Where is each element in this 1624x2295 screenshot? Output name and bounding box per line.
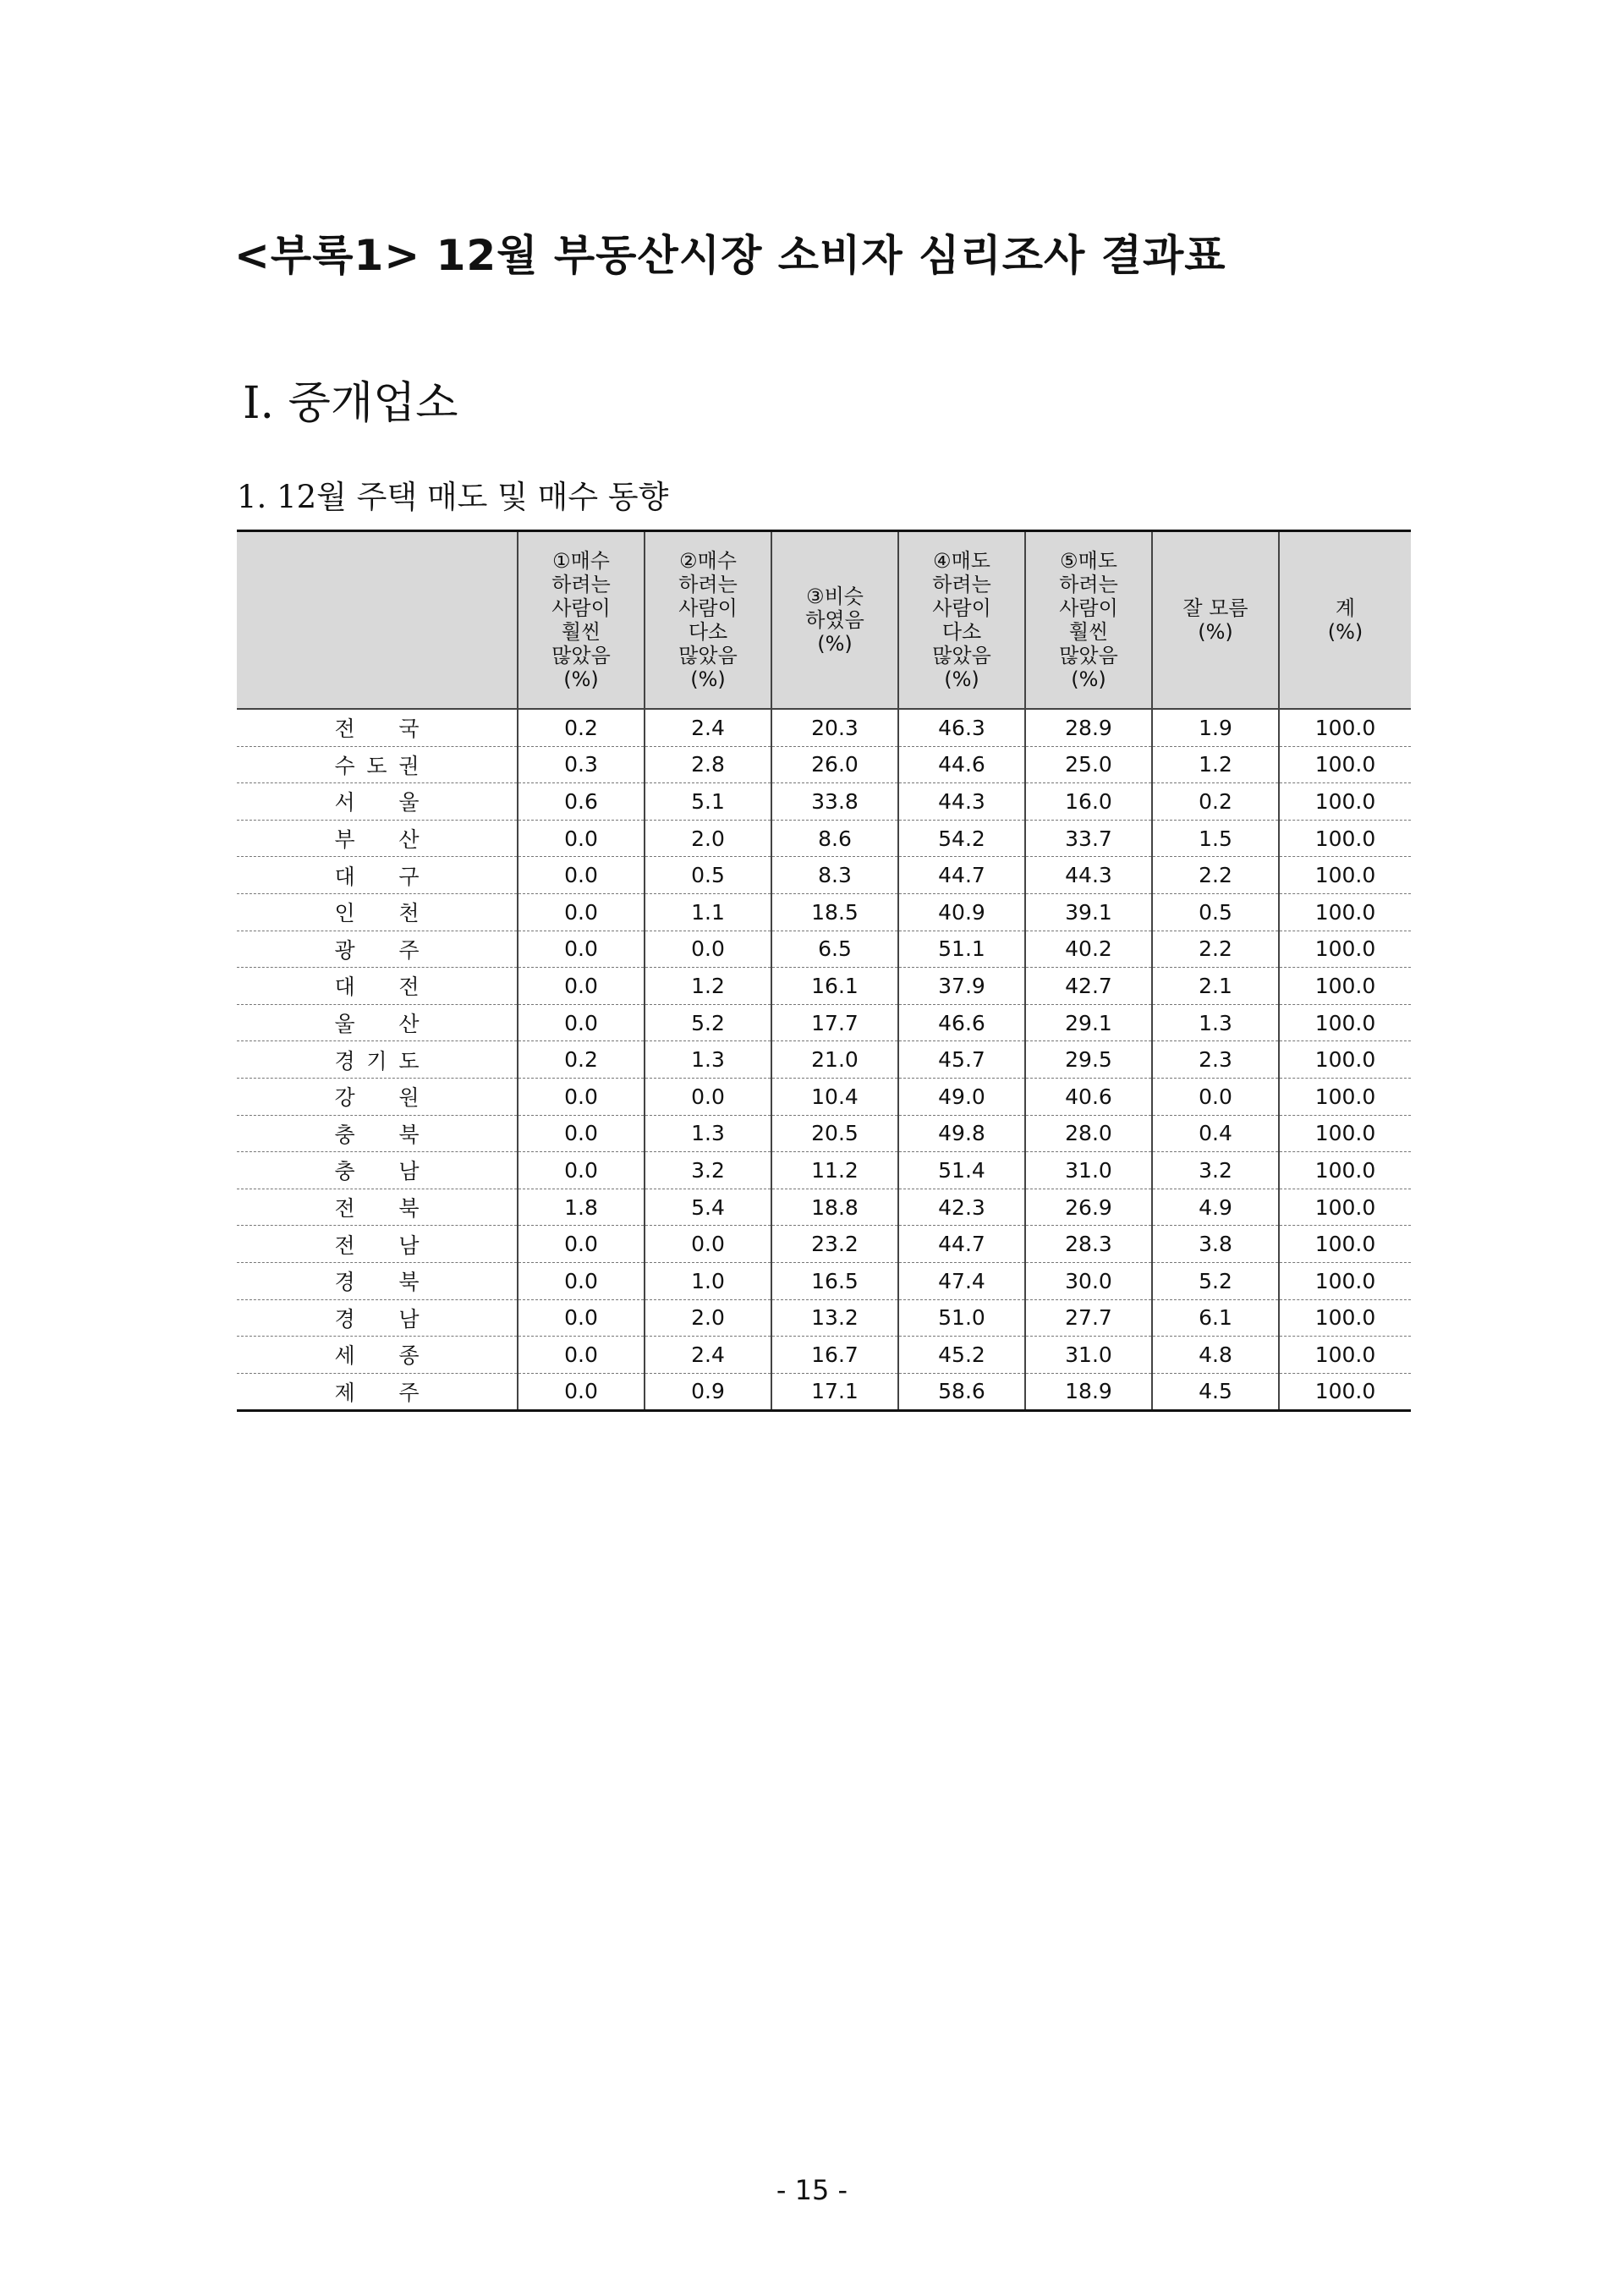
value-cell-total: 100.0 — [1279, 820, 1411, 857]
value-cell-buyers-much-more: 0.0 — [518, 968, 645, 1005]
value-cell-total: 100.0 — [1279, 1078, 1411, 1115]
value-cell-sellers-somewhat-more: 45.7 — [898, 1041, 1025, 1079]
value-cell-unknown: 1.5 — [1152, 820, 1279, 857]
table-row — [237, 1337, 1411, 1374]
value-cell-sellers-somewhat-more: 45.2 — [898, 1337, 1025, 1374]
section-heading: Ⅰ. 중개업소 — [243, 378, 458, 429]
value-cell-total: 100.0 — [1279, 1299, 1411, 1337]
region-name — [335, 1007, 420, 1038]
value-cell-buyers-somewhat-more: 1.0 — [645, 1262, 771, 1299]
value-cell-total: 100.0 — [1279, 1189, 1411, 1226]
region-name — [335, 712, 420, 743]
value-cell-sellers-somewhat-more: 54.2 — [898, 820, 1025, 857]
region-cell — [237, 1004, 518, 1041]
table-row — [237, 893, 1411, 931]
header-total: 계 (%) — [1279, 531, 1411, 710]
table-row — [237, 1115, 1411, 1152]
region-char: 세 — [334, 1343, 355, 1369]
value-cell-total: 100.0 — [1279, 783, 1411, 821]
value-cell-sellers-somewhat-more: 47.4 — [898, 1262, 1025, 1299]
value-cell-sellers-somewhat-more: 46.3 — [898, 709, 1025, 746]
value-cell-buyers-somewhat-more: 2.4 — [645, 709, 771, 746]
value-cell-buyers-somewhat-more: 1.3 — [645, 1115, 771, 1152]
region-char: 남 — [398, 1159, 420, 1184]
region-char: 북 — [398, 1270, 420, 1295]
value-cell-sellers-much-more: 25.0 — [1025, 746, 1152, 783]
region-char: 북 — [398, 1122, 420, 1147]
region-char: 서 — [334, 790, 355, 815]
value-cell-buyers-much-more: 0.0 — [518, 1078, 645, 1115]
value-cell-buyers-much-more: 0.0 — [518, 857, 645, 894]
region-char: 산 — [398, 827, 420, 853]
value-cell-sellers-much-more: 27.7 — [1025, 1299, 1152, 1337]
table-row — [237, 820, 1411, 857]
region-char: 주 — [398, 1380, 420, 1405]
value-cell-buyers-much-more: 0.2 — [518, 1041, 645, 1079]
value-cell-unknown: 4.9 — [1152, 1189, 1279, 1226]
table-row — [237, 1078, 1411, 1115]
region-char: 전 — [398, 975, 420, 1000]
value-cell-similar: 17.1 — [771, 1373, 898, 1411]
region-cell — [237, 1189, 518, 1226]
value-cell-sellers-somewhat-more: 51.4 — [898, 1152, 1025, 1189]
value-cell-total: 100.0 — [1279, 1373, 1411, 1411]
value-cell-buyers-somewhat-more: 2.0 — [645, 1299, 771, 1337]
value-cell-similar: 21.0 — [771, 1041, 898, 1079]
value-cell-unknown: 6.1 — [1152, 1299, 1279, 1337]
value-cell-similar: 8.3 — [771, 857, 898, 894]
value-cell-total: 100.0 — [1279, 1004, 1411, 1041]
region-char: 인 — [334, 901, 355, 926]
value-cell-similar: 20.5 — [771, 1115, 898, 1152]
value-cell-sellers-much-more: 28.9 — [1025, 709, 1152, 746]
value-cell-unknown: 2.1 — [1152, 968, 1279, 1005]
value-cell-buyers-somewhat-more: 0.0 — [645, 1078, 771, 1115]
value-cell-buyers-somewhat-more: 1.1 — [645, 893, 771, 931]
value-cell-buyers-somewhat-more: 2.8 — [645, 746, 771, 783]
value-cell-similar: 8.6 — [771, 820, 898, 857]
region-char: 경 — [334, 1306, 355, 1331]
region-name — [335, 1266, 420, 1296]
value-cell-total: 100.0 — [1279, 1226, 1411, 1263]
region-char: 구 — [398, 864, 420, 889]
value-cell-total: 100.0 — [1279, 1152, 1411, 1189]
table-row — [237, 857, 1411, 894]
region-char: 남 — [398, 1233, 420, 1258]
value-cell-unknown: 2.2 — [1152, 931, 1279, 968]
value-cell-sellers-much-more: 31.0 — [1025, 1337, 1152, 1374]
value-cell-sellers-much-more: 28.0 — [1025, 1115, 1152, 1152]
region-char: 강 — [334, 1085, 355, 1111]
value-cell-similar: 16.5 — [771, 1262, 898, 1299]
region-cell — [237, 857, 518, 894]
region-char: 광 — [334, 937, 355, 963]
header-row — [237, 531, 1411, 710]
value-cell-buyers-much-more: 0.6 — [518, 783, 645, 821]
value-cell-sellers-somewhat-more: 44.7 — [898, 1226, 1025, 1263]
value-cell-similar: 16.7 — [771, 1337, 898, 1374]
table-body — [237, 709, 1411, 1411]
document-title: <부록1> 12월 부동산시장 소비자 심리조사 결과표 — [234, 231, 1226, 280]
value-cell-sellers-somewhat-more: 37.9 — [898, 968, 1025, 1005]
region-char: 경 — [334, 1048, 355, 1073]
value-cell-buyers-much-more: 0.0 — [518, 893, 645, 931]
value-cell-unknown: 1.2 — [1152, 746, 1279, 783]
value-cell-similar: 10.4 — [771, 1078, 898, 1115]
region-name — [335, 1339, 420, 1370]
value-cell-sellers-somewhat-more: 40.9 — [898, 893, 1025, 931]
value-cell-buyers-much-more: 0.0 — [518, 1337, 645, 1374]
value-cell-sellers-somewhat-more: 44.6 — [898, 746, 1025, 783]
region-cell — [237, 1262, 518, 1299]
region-char: 천 — [398, 901, 420, 926]
value-cell-sellers-much-more: 18.9 — [1025, 1373, 1152, 1411]
region-name — [335, 1376, 420, 1407]
table-row — [237, 931, 1411, 968]
value-cell-sellers-somewhat-more: 49.8 — [898, 1115, 1025, 1152]
value-cell-unknown: 5.2 — [1152, 1262, 1279, 1299]
value-cell-unknown: 4.5 — [1152, 1373, 1279, 1411]
region-char: 대 — [334, 975, 355, 1000]
table-row — [237, 709, 1411, 746]
value-cell-unknown: 2.3 — [1152, 1041, 1279, 1079]
region-cell — [237, 1041, 518, 1079]
region-char: 국 — [398, 717, 420, 742]
value-cell-similar: 13.2 — [771, 1299, 898, 1337]
value-cell-buyers-much-more: 0.0 — [518, 1226, 645, 1263]
value-cell-sellers-much-more: 29.5 — [1025, 1041, 1152, 1079]
region-char: 전 — [334, 1233, 355, 1258]
region-char: 주 — [398, 937, 420, 963]
value-cell-sellers-much-more: 26.9 — [1025, 1189, 1152, 1226]
region-name — [335, 1081, 420, 1112]
region-cell — [237, 1299, 518, 1337]
region-name — [335, 1118, 420, 1149]
table-row — [237, 1262, 1411, 1299]
region-cell — [237, 1373, 518, 1411]
value-cell-buyers-much-more: 0.0 — [518, 1004, 645, 1041]
table-header — [237, 531, 1411, 710]
table-row — [237, 783, 1411, 821]
value-cell-sellers-somewhat-more: 46.6 — [898, 1004, 1025, 1041]
header-buyers-somewhat-more: ②매수 하려는 사람이 다소 많았음 (%) — [645, 531, 771, 710]
value-cell-total: 100.0 — [1279, 746, 1411, 783]
value-cell-sellers-much-more: 31.0 — [1025, 1152, 1152, 1189]
value-cell-buyers-somewhat-more: 5.1 — [645, 783, 771, 821]
table-row — [237, 1299, 1411, 1337]
region-char: 권 — [398, 753, 420, 778]
region-char: 기 — [366, 1048, 387, 1073]
value-cell-unknown: 3.8 — [1152, 1226, 1279, 1263]
value-cell-sellers-somewhat-more: 49.0 — [898, 1078, 1025, 1115]
value-cell-buyers-somewhat-more: 0.5 — [645, 857, 771, 894]
table-row — [237, 1189, 1411, 1226]
value-cell-buyers-somewhat-more: 2.4 — [645, 1337, 771, 1374]
value-cell-sellers-much-more: 44.3 — [1025, 857, 1152, 894]
region-char: 대 — [334, 864, 355, 889]
table-row — [237, 1041, 1411, 1079]
value-cell-similar: 20.3 — [771, 709, 898, 746]
value-cell-unknown: 0.2 — [1152, 783, 1279, 821]
value-cell-sellers-much-more: 16.0 — [1025, 783, 1152, 821]
region-cell — [237, 820, 518, 857]
value-cell-unknown: 1.3 — [1152, 1004, 1279, 1041]
region-char: 제 — [334, 1380, 355, 1405]
region-char: 산 — [398, 1012, 420, 1037]
value-cell-total: 100.0 — [1279, 931, 1411, 968]
region-name — [335, 1229, 420, 1260]
region-char: 북 — [398, 1196, 420, 1222]
value-cell-buyers-much-more: 0.3 — [518, 746, 645, 783]
value-cell-sellers-somewhat-more: 51.1 — [898, 931, 1025, 968]
value-cell-similar: 18.5 — [771, 893, 898, 931]
value-cell-buyers-somewhat-more: 3.2 — [645, 1152, 771, 1189]
value-cell-unknown: 0.5 — [1152, 893, 1279, 931]
region-name — [335, 934, 420, 964]
region-cell — [237, 1152, 518, 1189]
region-name — [335, 823, 420, 854]
region-cell — [237, 1115, 518, 1152]
value-cell-buyers-somewhat-more: 2.0 — [645, 820, 771, 857]
region-cell — [237, 783, 518, 821]
region-cell — [237, 1226, 518, 1263]
value-cell-total: 100.0 — [1279, 893, 1411, 931]
value-cell-buyers-much-more: 0.0 — [518, 1152, 645, 1189]
value-cell-sellers-much-more: 28.3 — [1025, 1226, 1152, 1263]
table-row — [237, 1152, 1411, 1189]
header-buyers-much-more: ①매수 하려는 사람이 훨씬 많았음 (%) — [518, 531, 645, 710]
value-cell-unknown: 3.2 — [1152, 1152, 1279, 1189]
table-row — [237, 1226, 1411, 1263]
value-cell-sellers-much-more: 42.7 — [1025, 968, 1152, 1005]
region-char: 원 — [398, 1085, 420, 1111]
value-cell-sellers-much-more: 40.2 — [1025, 931, 1152, 968]
region-char: 도 — [398, 1048, 420, 1073]
value-cell-similar: 18.8 — [771, 1189, 898, 1226]
value-cell-buyers-much-more: 0.0 — [518, 1299, 645, 1337]
value-cell-total: 100.0 — [1279, 968, 1411, 1005]
value-cell-unknown: 0.0 — [1152, 1078, 1279, 1115]
value-cell-sellers-somewhat-more: 58.6 — [898, 1373, 1025, 1411]
table-row — [237, 968, 1411, 1005]
value-cell-total: 100.0 — [1279, 709, 1411, 746]
value-cell-buyers-much-more: 0.0 — [518, 1373, 645, 1411]
region-cell — [237, 1337, 518, 1374]
value-cell-unknown: 0.4 — [1152, 1115, 1279, 1152]
subsection-heading: 1. 12월 주택 매도 및 매수 동향 — [237, 479, 669, 515]
region-char: 전 — [334, 717, 355, 742]
header-region — [237, 531, 518, 710]
value-cell-buyers-somewhat-more: 5.2 — [645, 1004, 771, 1041]
region-name — [335, 970, 420, 1001]
region-cell — [237, 931, 518, 968]
region-char: 남 — [398, 1306, 420, 1331]
header-sellers-much-more: ⑤매도 하려는 사람이 훨씬 많았음 (%) — [1025, 531, 1152, 710]
region-char: 울 — [334, 1012, 355, 1037]
header-similar: ③비슷 하였음 (%) — [771, 531, 898, 710]
value-cell-similar: 6.5 — [771, 931, 898, 968]
region-name — [335, 786, 420, 816]
value-cell-sellers-somewhat-more: 44.7 — [898, 857, 1025, 894]
value-cell-total: 100.0 — [1279, 1337, 1411, 1374]
region-char: 충 — [334, 1122, 355, 1147]
region-cell — [237, 709, 518, 746]
value-cell-buyers-somewhat-more: 0.0 — [645, 931, 771, 968]
region-char: 전 — [334, 1196, 355, 1222]
value-cell-similar: 17.7 — [771, 1004, 898, 1041]
region-cell — [237, 1078, 518, 1115]
region-char: 종 — [398, 1343, 420, 1369]
region-name — [335, 860, 420, 891]
region-char: 울 — [398, 790, 420, 815]
value-cell-similar: 23.2 — [771, 1226, 898, 1263]
value-cell-total: 100.0 — [1279, 857, 1411, 894]
value-cell-buyers-much-more: 0.0 — [518, 1262, 645, 1299]
value-cell-total: 100.0 — [1279, 1262, 1411, 1299]
value-cell-buyers-much-more: 0.0 — [518, 1115, 645, 1152]
region-name — [335, 1303, 420, 1333]
region-char: 경 — [334, 1270, 355, 1295]
region-char: 수 — [334, 753, 355, 778]
value-cell-sellers-much-more: 29.1 — [1025, 1004, 1152, 1041]
value-cell-sellers-much-more: 33.7 — [1025, 820, 1152, 857]
value-cell-sellers-somewhat-more: 51.0 — [898, 1299, 1025, 1337]
value-cell-buyers-somewhat-more: 1.2 — [645, 968, 771, 1005]
value-cell-buyers-much-more: 0.0 — [518, 820, 645, 857]
region-cell — [237, 968, 518, 1005]
region-cell — [237, 893, 518, 931]
region-cell — [237, 746, 518, 783]
survey-result-table — [237, 530, 1411, 1412]
value-cell-buyers-somewhat-more: 1.3 — [645, 1041, 771, 1079]
region-char: 부 — [334, 827, 355, 853]
value-cell-sellers-much-more: 39.1 — [1025, 893, 1152, 931]
value-cell-buyers-much-more: 0.0 — [518, 931, 645, 968]
region-char: 도 — [366, 753, 387, 778]
value-cell-unknown: 2.2 — [1152, 857, 1279, 894]
region-name — [335, 1192, 420, 1222]
region-name — [335, 749, 420, 780]
value-cell-buyers-somewhat-more: 0.0 — [645, 1226, 771, 1263]
value-cell-buyers-much-more: 0.2 — [518, 709, 645, 746]
region-name — [335, 897, 420, 927]
value-cell-buyers-somewhat-more: 0.9 — [645, 1373, 771, 1411]
table-row — [237, 1373, 1411, 1411]
table-row — [237, 1004, 1411, 1041]
value-cell-total: 100.0 — [1279, 1115, 1411, 1152]
value-cell-sellers-much-more: 30.0 — [1025, 1262, 1152, 1299]
value-cell-buyers-much-more: 1.8 — [518, 1189, 645, 1226]
value-cell-unknown: 1.9 — [1152, 709, 1279, 746]
value-cell-similar: 33.8 — [771, 783, 898, 821]
value-cell-sellers-much-more: 40.6 — [1025, 1078, 1152, 1115]
table-row — [237, 746, 1411, 783]
value-cell-sellers-somewhat-more: 42.3 — [898, 1189, 1025, 1226]
region-char: 충 — [334, 1159, 355, 1184]
page-number: - 15 - — [776, 2174, 848, 2206]
value-cell-similar: 11.2 — [771, 1152, 898, 1189]
value-cell-similar: 16.1 — [771, 968, 898, 1005]
header-sellers-somewhat-more: ④매도 하려는 사람이 다소 많았음 (%) — [898, 531, 1025, 710]
value-cell-sellers-somewhat-more: 44.3 — [898, 783, 1025, 821]
value-cell-unknown: 4.8 — [1152, 1337, 1279, 1374]
region-name — [335, 1045, 420, 1075]
value-cell-total: 100.0 — [1279, 1041, 1411, 1079]
region-name — [335, 1155, 420, 1185]
value-cell-buyers-somewhat-more: 5.4 — [645, 1189, 771, 1226]
value-cell-similar: 26.0 — [771, 746, 898, 783]
header-unknown: 잘 모름 (%) — [1152, 531, 1279, 710]
